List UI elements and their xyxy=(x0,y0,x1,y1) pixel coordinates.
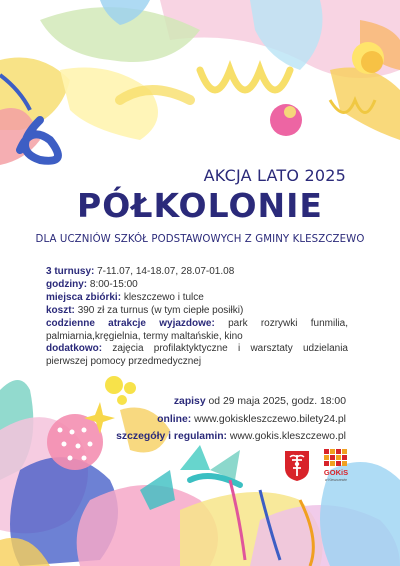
info-block xyxy=(46,266,348,369)
details-label: szczegóły i regulamin: xyxy=(116,431,228,442)
info-row-turnusy xyxy=(46,266,348,279)
kleszczewo-crest-logo xyxy=(284,450,310,482)
gokis-logo-text: GOKiS xyxy=(323,468,349,477)
miejsca-value: kleszczewo i tulce xyxy=(123,291,204,303)
miejsca-label: miejsca zbiórki: xyxy=(46,291,122,303)
gokis-logo-subtext: w Kleszczewie xyxy=(324,478,348,482)
details-link[interactable]: www.gokis.kleszczewo.pl xyxy=(229,431,346,442)
contact-row-online xyxy=(46,411,346,429)
turnusy-label: 3 turnusy: xyxy=(46,266,95,277)
zapisy-label: zapisy xyxy=(173,396,206,407)
info-row-koszt xyxy=(46,305,348,318)
dodatkowo-label: dodatkowo: xyxy=(46,343,103,355)
info-row-atrakcje xyxy=(46,318,348,344)
contact-row-zapisy xyxy=(46,393,346,411)
action-title: AKCJA LATO 2025 xyxy=(203,166,346,185)
godziny-value: 8:00-15:00 xyxy=(89,278,138,290)
info-row-miejsca xyxy=(46,292,348,305)
turnusy-value: 7-11.07, 14-18.07, 28.07-01.08 xyxy=(97,266,235,277)
contact-block xyxy=(46,393,346,446)
dodatkowo-value: zajęcia profilaktyktyczne i warsztaty udzielania pierwszej pomocy przedmedycznej xyxy=(46,343,348,368)
info-row-dodatkowo xyxy=(46,343,348,369)
godziny-label: godziny: xyxy=(46,278,88,290)
koszt-value: 390 zł za turnus (w tym ciepłe posiłki) xyxy=(77,304,244,316)
koszt-label: koszt: xyxy=(46,304,75,316)
info-row-godziny xyxy=(46,279,348,292)
atrakcje-value: park rozrywki funmilia, palmiarnia,kręgielnia, termy maltańskie, kino xyxy=(46,317,349,342)
page-title: PÓŁKOLONIE xyxy=(77,186,323,225)
online-label: online: xyxy=(157,413,192,425)
gokis-logo xyxy=(320,448,352,486)
subtitle: DLA UCZNIÓW SZKÓŁ PODSTAWOWYCH Z GMINY KLESZCZEWO xyxy=(35,234,365,245)
contact-row-details xyxy=(46,428,346,446)
zapisy-value: od 29 maja 2025, godz. 18:00 xyxy=(208,396,346,407)
online-link[interactable]: www.gokiskleszczewo.bilety24.pl xyxy=(194,413,346,425)
atrakcje-label: codzienne atrakcje wyjazdowe: xyxy=(46,317,215,329)
